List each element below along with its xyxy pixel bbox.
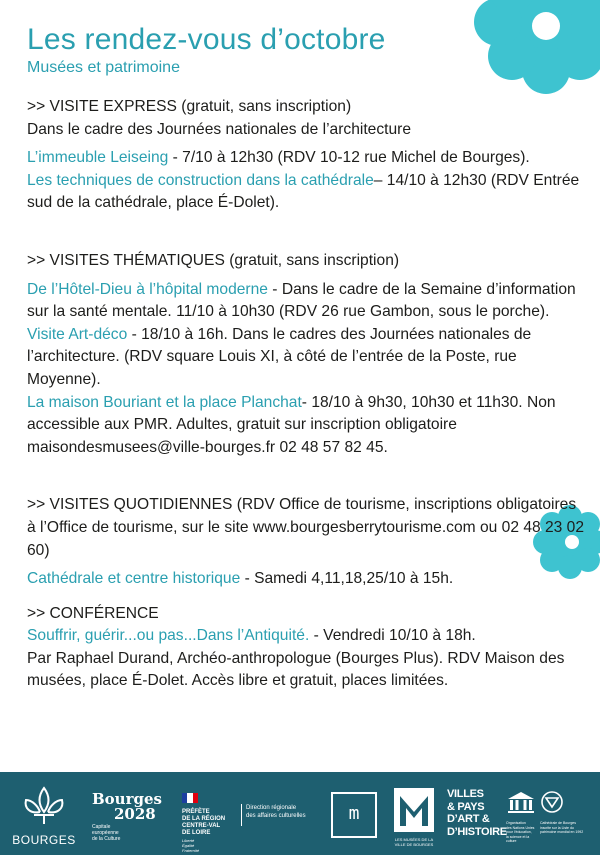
cathedrale-caption: Cathédrale de Bourges <box>540 821 576 825</box>
section-heading: >> VISITES QUOTIDIENNES (RDV Office de tourisme, inscriptions obligatoires à l’Office de tourisme, sur le site www.bourgesberrytourisme.com ou 02 48 23 02 60) <box>27 496 585 559</box>
drac-logo <box>241 804 328 826</box>
prefet-motto: Égalité <box>182 843 195 848</box>
event-details: - 18/10 à 16h. Dans le cadres des Journées nationales de l’architecture. (RDV square Louis XI, à côté de l’entrée de la Poste, rue Moyenne). <box>27 325 532 388</box>
unesco-caption: des Nations Unies <box>506 825 535 830</box>
unesco-caption: pour l’éducation, <box>506 830 532 834</box>
page-title: Les rendez-vous d’octobre <box>27 23 386 56</box>
mdm-letter: m <box>348 803 360 824</box>
marianne-flag-icon <box>182 793 198 803</box>
capitale-caption: Capitale <box>92 824 111 830</box>
musees-bourges-logo <box>390 788 438 848</box>
fleur-de-lis-icon <box>8 784 80 828</box>
vah-line: VILLES <box>447 788 484 800</box>
drac-line: Direction régionale <box>246 805 297 811</box>
event-item <box>27 568 587 591</box>
event-item <box>27 279 587 324</box>
capitale-caption: européenne <box>92 830 119 836</box>
event-item <box>27 170 587 215</box>
section-heading: >> VISITES THÉMATIQUES (gratuit, sans inscription) <box>27 251 400 269</box>
event-title: La maison Bouriant et la place Planchat <box>27 393 302 411</box>
page-subtitle: Musées et patrimoine <box>27 59 180 76</box>
event-title: L’immeuble Leiseing <box>27 149 169 167</box>
prefet-line: PRÉFÈTE <box>182 809 210 815</box>
musees-caption: VILLE DE BOURGES <box>394 842 434 847</box>
prefecture-logo <box>182 790 240 853</box>
unesco-temple-icon <box>506 790 536 814</box>
prefet-motto: Liberté <box>182 838 195 843</box>
event-details: - Dans le cadre de la Semaine d’information sur la santé mentale. 11/10 à 10h30 (RDV 26 rue Gambon, sous le porche). <box>27 280 576 321</box>
header <box>27 22 386 78</box>
prefet-line: CENTRE-VAL <box>182 823 221 829</box>
event-details: - 7/10 à 12h30 (RDV 10-12 rue Michel de Bourges). <box>168 149 530 167</box>
partner-logos-footer <box>0 772 600 855</box>
cathedrale-caption: patrimoine mondial en 1992 <box>540 830 584 834</box>
event-details: - Samedi 4,11,18,25/10 à 15h. <box>240 570 454 588</box>
event-details: - Vendredi 10/10 à 18h. <box>309 627 476 645</box>
bourges-2028-logo <box>92 792 172 844</box>
vah-line: D’ART & <box>447 813 490 825</box>
unesco-caption: Organisation <box>506 821 526 825</box>
capitale-caption: de la Culture <box>92 836 121 842</box>
bourges-city-logo <box>8 784 80 848</box>
bourges-city-name: BOURGES <box>12 833 76 847</box>
event-title: Visite Art-déco <box>27 325 128 343</box>
event-title: Cathédrale et centre historique <box>27 570 241 588</box>
unesco-caption: la science et la culture <box>506 834 530 843</box>
prefet-motto: Fraternité <box>182 848 200 853</box>
event-details: – 14/10 à 12h30 (RDV Entrée sud de la cathédrale, place É-Dolet). <box>27 171 580 212</box>
cathedrale-patrimoine-mondial-logo <box>540 790 596 848</box>
section-heading: >> CONFÉRENCE <box>27 604 159 622</box>
event-title: De l’Hôtel-Dieu à l’hôpital moderne <box>27 280 268 298</box>
villes-pays-art-histoire-logo <box>447 788 507 844</box>
event-details: - 18/10 à 9h30, 10h30 et 11h30. Non accessible aux PMR. Adultes, gratuit sur inscription obligatoire maisondesmusees@ville-bourges.fr 02 48 57 82 45. <box>27 393 556 456</box>
vah-line: D’HISTOIRE <box>447 825 507 838</box>
prefet-line: DE LA RÉGION <box>182 816 226 822</box>
section-outro: Par Raphael Durand, Archéo-anthropologue (Bourges Plus). RDV Maison des musées, place É-Dolet. Accès libre et gratuit, places limitées. <box>27 649 565 690</box>
event-title: Souffrir, guérir...ou pas...Dans l’Antiquité. <box>27 627 310 645</box>
vah-line: & PAYS <box>447 800 485 813</box>
prefet-line: DE LOIRE <box>182 830 211 836</box>
section-heading: >> VISITE EXPRESS (gratuit, sans inscription) <box>27 98 352 115</box>
section-visites-thematiques <box>27 250 587 459</box>
flower-top-right-icon <box>468 0 600 98</box>
drac-line: des affaires culturelles <box>246 813 306 819</box>
event-title: Les techniques de construction dans la cathédrale <box>27 171 374 189</box>
bourges-2028-line: Bourges <box>92 790 162 808</box>
musees-m-icon <box>394 788 434 832</box>
event-item <box>27 392 587 460</box>
event-item <box>27 147 587 170</box>
section-visites-quotidiennes <box>27 494 587 590</box>
musees-caption: LES MUSÉES DE LA <box>394 837 434 842</box>
section-intro: Dans le cadre des Journées nationales de l’architecture <box>27 120 412 138</box>
event-item <box>27 324 587 392</box>
section-conference <box>27 603 587 693</box>
section-visite-express <box>27 96 587 215</box>
cathedrale-caption: inscrite sur la Liste du <box>540 825 574 830</box>
unesco-logo <box>506 790 538 848</box>
world-heritage-icon <box>540 790 564 814</box>
program-content <box>27 96 587 693</box>
bourges-2028-line: 2028 <box>114 805 156 823</box>
maison-des-musees-logo <box>331 792 377 838</box>
event-item <box>27 625 587 648</box>
